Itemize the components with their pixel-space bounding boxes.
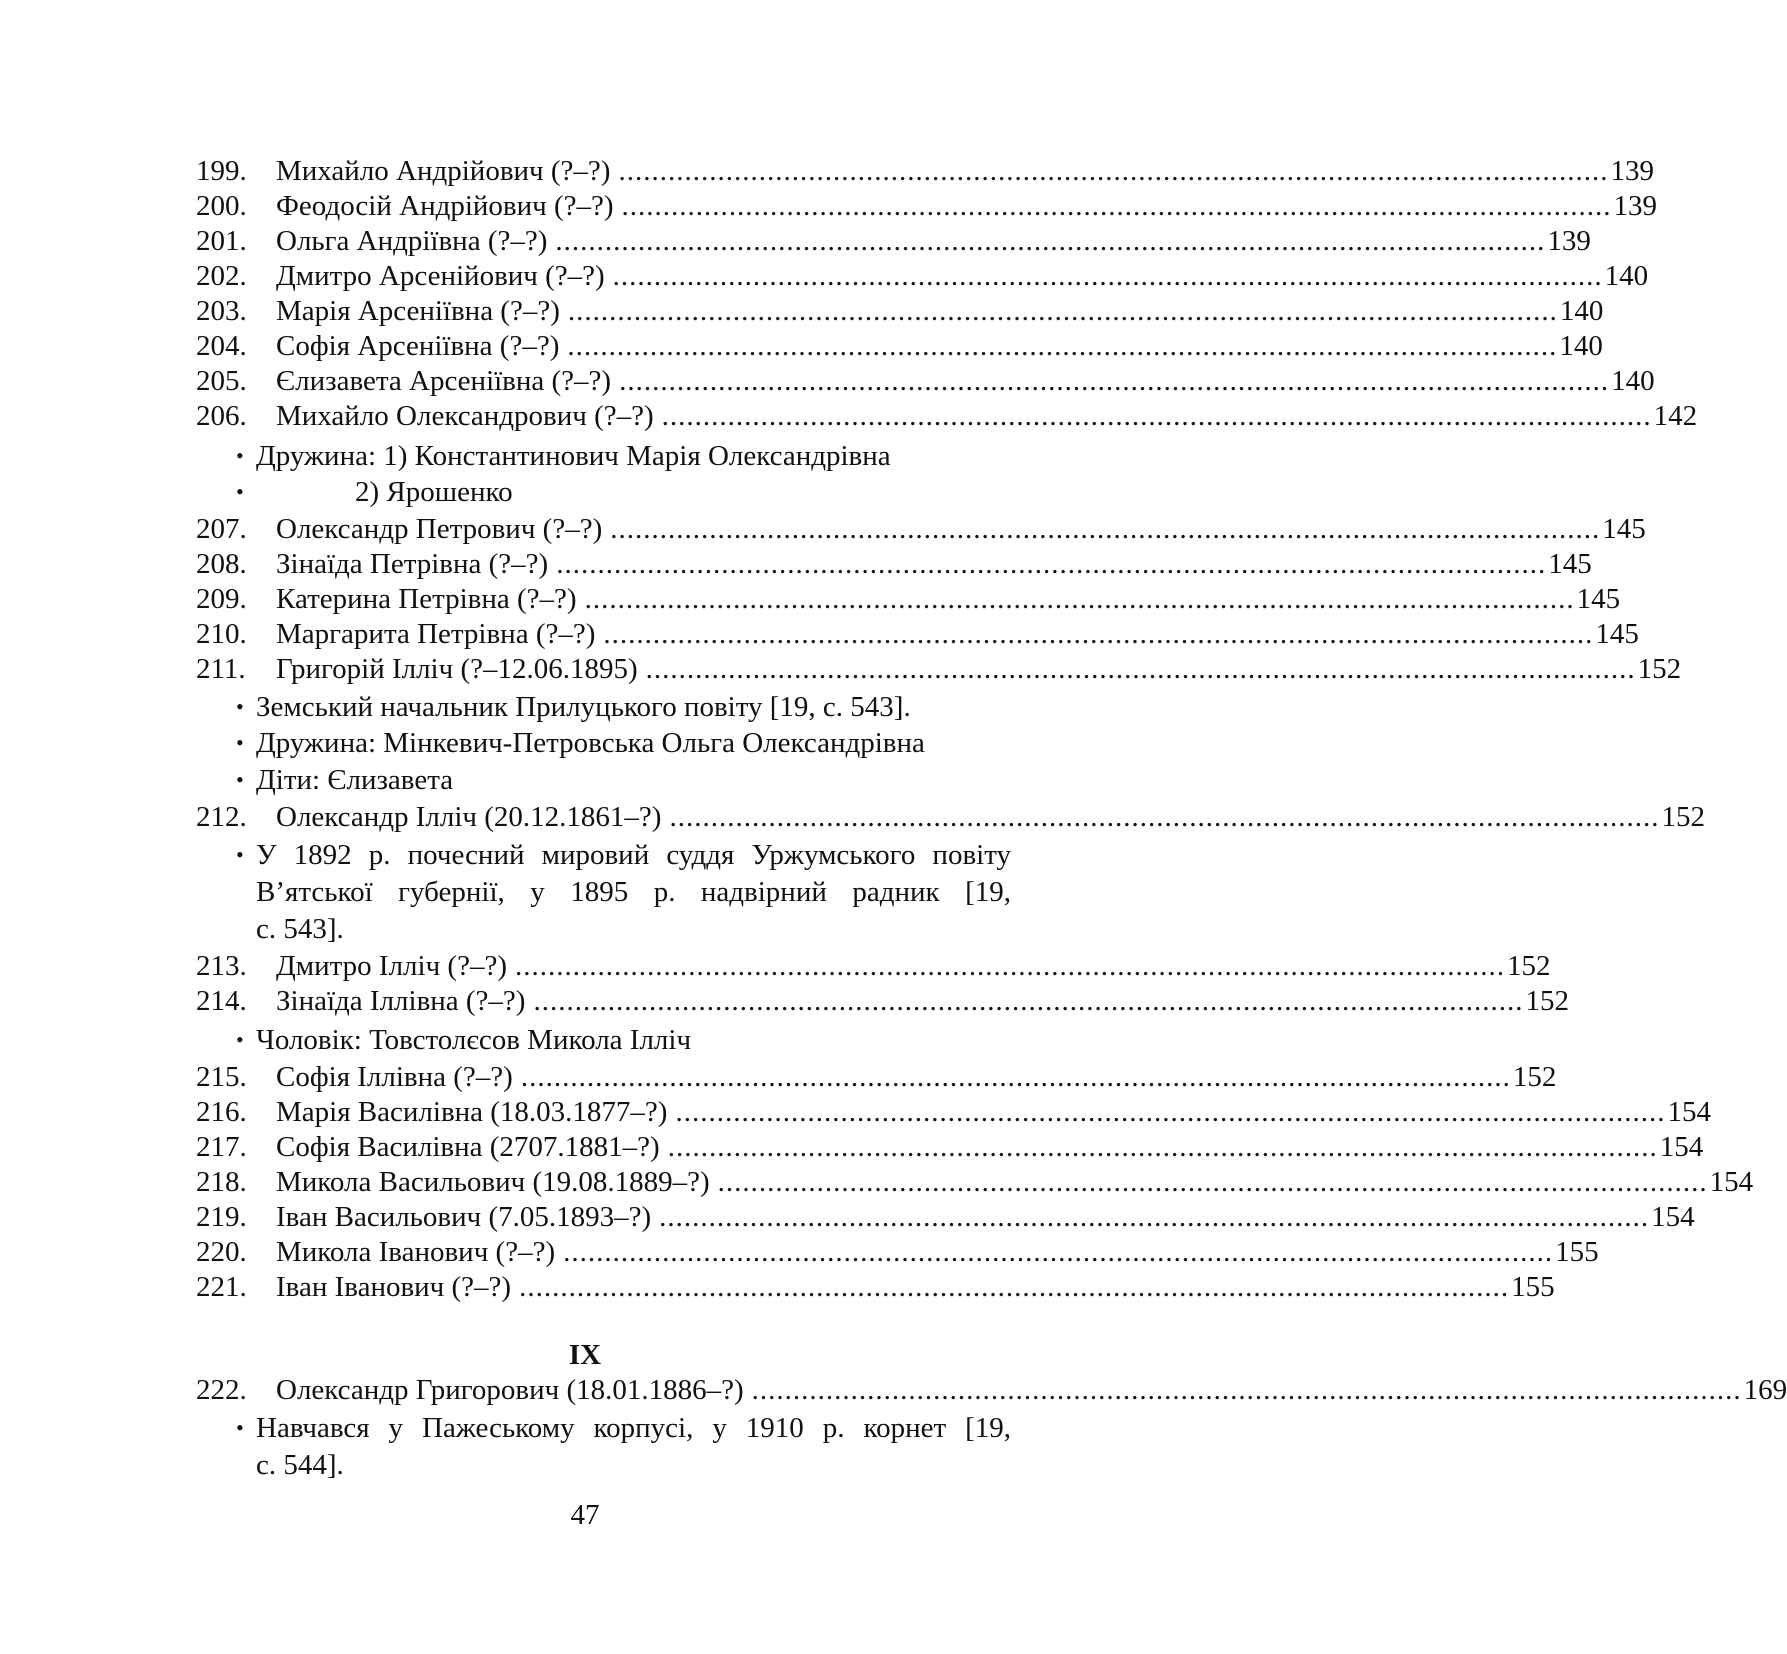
dot-leader: ........................................................................................................................ (514, 950, 1505, 982)
dot-leader: ........................................................................................................................ (520, 1061, 1511, 1093)
entry-page: 155 (1555, 1236, 1599, 1268)
entry-page: 152 (1506, 950, 1551, 982)
entry-number: 218. (196, 1166, 247, 1198)
dot-leader: ........................................................................................................................ (556, 548, 1547, 580)
entry-name: Софія Іллівна (?–?) (276, 1061, 513, 1093)
dot-leader: ........................................................................................................................ (584, 583, 1575, 615)
toc-entry-213 (196, 948, 1551, 984)
bullet-icon: • (236, 842, 244, 867)
entry-name: Марія Василівна (18.03.1877–?) (276, 1096, 668, 1128)
toc-entry-211 (196, 651, 1682, 687)
entry-number: 202. (196, 260, 247, 292)
note-spouse-211: Дружина: Мінкевич-Петровська Ольга Олександрівна (256, 727, 925, 759)
section-heading: IX (568, 1339, 602, 1371)
entry-number: 199. (196, 155, 247, 187)
toc-entry-203 (196, 293, 1604, 329)
dot-leader: ........................................................................................................................ (533, 985, 1524, 1017)
entry-number: 201. (196, 225, 247, 257)
page-number: 47 (570, 1499, 600, 1531)
note-career-212-line2: В’ятської губернії, у 1895 р. надвірний радник [19, (256, 876, 1011, 908)
entry-name: Єлизавета Арсеніївна (?–?) (276, 365, 612, 397)
toc-entry-217 (196, 1129, 1704, 1165)
entry-number: 212. (196, 801, 247, 833)
toc-entry-201 (196, 223, 1591, 259)
entry-page: 154 (1709, 1166, 1754, 1198)
entry-name: Маргарита Петрівна (?–?) (276, 618, 596, 650)
entry-name: Софія Василівна (2707.1881–?) (276, 1131, 660, 1163)
entry-number: 214. (196, 985, 247, 1017)
toc-entry-205 (196, 363, 1655, 399)
entry-name: Іван Іванович (?–?) (276, 1271, 512, 1303)
dot-leader: ........................................................................................................................ (667, 1131, 1658, 1163)
toc-entry-218 (196, 1164, 1754, 1200)
toc-entry-204 (196, 328, 1603, 364)
bullet-icon: • (236, 443, 244, 468)
dot-leader: ........................................................................................................................ (618, 155, 1609, 187)
entry-name: Михайло Андрійович (?–?) (276, 155, 611, 187)
entry-name: Софія Арсеніївна (?–?) (276, 330, 560, 362)
entry-name: Катерина Петрівна (?–?) (276, 583, 577, 615)
entry-page: 139 (1547, 225, 1591, 257)
dot-leader: ........................................................................................................................ (621, 190, 1612, 222)
bullet-icon: • (236, 1415, 244, 1440)
entry-page: 152 (1512, 1061, 1557, 1093)
toc-entry-210 (196, 616, 1639, 652)
toc-entry-206 (196, 398, 1698, 434)
dot-leader: ........................................................................................................................ (567, 330, 1558, 362)
bullet-icon: • (236, 730, 244, 755)
bullet-icon: • (236, 767, 244, 792)
toc-entry-215 (196, 1059, 1557, 1095)
entry-page: 140 (1611, 365, 1655, 397)
entry-page: 154 (1651, 1201, 1695, 1233)
entry-page: 142 (1653, 400, 1698, 432)
dot-leader: ........................................................................................................................ (567, 295, 1558, 327)
entry-number: 217. (196, 1131, 247, 1163)
note-career-212-line3: с. 543]. (256, 913, 344, 945)
entry-name: Олександр Петрович (?–?) (276, 513, 603, 545)
entry-page: 154 (1667, 1096, 1711, 1128)
toc-entry-219 (196, 1199, 1695, 1235)
entry-page: 154 (1659, 1131, 1704, 1163)
dot-leader: ........................................................................................................................ (612, 260, 1603, 292)
entry-number: 209. (196, 583, 247, 615)
dot-leader: ........................................................................................................................ (555, 225, 1546, 257)
dot-leader: ........................................................................................................................ (661, 400, 1652, 432)
toc-entry-208 (196, 546, 1592, 582)
entry-number: 208. (196, 548, 247, 580)
toc-entry-222 (196, 1372, 1787, 1408)
entry-page: 169 (1743, 1374, 1787, 1406)
note-education-222-line2: с. 544]. (256, 1449, 344, 1481)
note-education-222-line1: Навчався у Пажеському корпусі, у 1910 р. корнет [19, (256, 1412, 1011, 1444)
entry-page: 145 (1595, 618, 1639, 650)
entry-number: 219. (196, 1201, 247, 1233)
entry-page: 140 (1559, 330, 1603, 362)
entry-page: 140 (1559, 295, 1604, 327)
note-children-211: Діти: Єлизавета (256, 764, 454, 796)
dot-leader: ........................................................................................................................ (603, 618, 1594, 650)
note-position-211: Земський начальник Прилуцького повіту [19, с. 543]. (256, 691, 911, 723)
entry-name: Микола Васильович (19.08.1889–?) (276, 1166, 710, 1198)
entry-name: Олександр Ілліч (20.12.1861–?) (276, 801, 662, 833)
dot-leader: ........................................................................................................................ (659, 1201, 1650, 1233)
dot-leader: ........................................................................................................................ (669, 801, 1660, 833)
dot-leader: ........................................................................................................................ (717, 1166, 1708, 1198)
bullet-icon: • (236, 1027, 244, 1052)
entry-number: 204. (196, 330, 247, 362)
toc-entry-200 (196, 188, 1658, 224)
toc-entry-202 (196, 258, 1649, 294)
dot-leader: ........................................................................................................................ (675, 1096, 1666, 1128)
entry-name: Михайло Олександрович (?–?) (276, 400, 654, 432)
dot-leader: ........................................................................................................................ (519, 1271, 1510, 1303)
entry-name: Дмитро Арсенійович (?–?) (276, 260, 605, 292)
entry-name: Зінаїда Петрівна (?–?) (276, 548, 549, 580)
toc-entry-214 (196, 983, 1569, 1019)
entry-page: 140 (1604, 260, 1649, 292)
note-career-212-line1: У 1892 р. почесний мировий суддя Уржумського повіту (256, 839, 1011, 871)
entry-name: Феодосій Андрійович (?–?) (276, 190, 614, 222)
note-spouse-206-second: 2) Ярошенко (355, 476, 513, 508)
entry-page: 145 (1576, 583, 1621, 615)
entry-number: 200. (196, 190, 247, 222)
entry-number: 222. (196, 1374, 247, 1406)
toc-entry-216 (196, 1094, 1711, 1130)
entry-page: 152 (1637, 653, 1682, 685)
bullet-icon: • (236, 694, 244, 719)
toc-entry-199 (196, 153, 1654, 189)
entry-name: Дмитро Ілліч (?–?) (276, 950, 507, 982)
entry-number: 216. (196, 1096, 247, 1128)
entry-number: 213. (196, 950, 247, 982)
entry-name: Іван Васильович (7.05.1893–?) (276, 1201, 652, 1233)
entry-name: Григорій Ілліч (?–12.06.1895) (276, 653, 638, 685)
entry-number: 207. (196, 513, 247, 545)
dot-leader: ........................................................................................................................ (645, 653, 1636, 685)
entry-number: 203. (196, 295, 247, 327)
entry-page: 139 (1610, 155, 1654, 187)
entry-page: 155 (1511, 1271, 1555, 1303)
entry-page: 139 (1613, 190, 1658, 222)
dot-leader: ........................................................................................................................ (610, 513, 1601, 545)
entry-number: 221. (196, 1271, 247, 1303)
entry-number: 211. (196, 653, 246, 685)
toc-entry-220 (196, 1234, 1599, 1270)
toc-entry-207 (196, 511, 1646, 547)
entry-number: 220. (196, 1236, 247, 1268)
entry-name: Микола Іванович (?–?) (276, 1236, 556, 1268)
entry-name: Зінаїда Іллівна (?–?) (276, 985, 526, 1017)
bullet-icon: • (236, 479, 244, 504)
entry-number: 210. (196, 618, 247, 650)
entry-number: 205. (196, 365, 247, 397)
entry-number: 215. (196, 1061, 247, 1093)
entry-page: 152 (1661, 801, 1705, 833)
note-husband-214: Чоловік: Товстолєсов Микола Ілліч (256, 1024, 692, 1056)
entry-page: 145 (1602, 513, 1646, 545)
entry-page: 145 (1548, 548, 1592, 580)
entry-number: 206. (196, 400, 247, 432)
toc-entry-221 (196, 1269, 1555, 1305)
note-spouse-206: Дружина: 1) Константинович Марія Олександрівна (256, 440, 891, 472)
entry-name: Олександр Григорович (18.01.1886–?) (276, 1374, 744, 1406)
dot-leader: ........................................................................................................................ (563, 1236, 1554, 1268)
toc-entry-209 (196, 581, 1621, 617)
entry-page: 152 (1525, 985, 1569, 1017)
dot-leader: ........................................................................................................................ (619, 365, 1610, 397)
dot-leader: ........................................................................................................................ (751, 1374, 1742, 1406)
entry-name: Ольга Андріївна (?–?) (276, 225, 548, 257)
toc-entry-212 (196, 799, 1705, 835)
entry-name: Марія Арсеніївна (?–?) (276, 295, 560, 327)
